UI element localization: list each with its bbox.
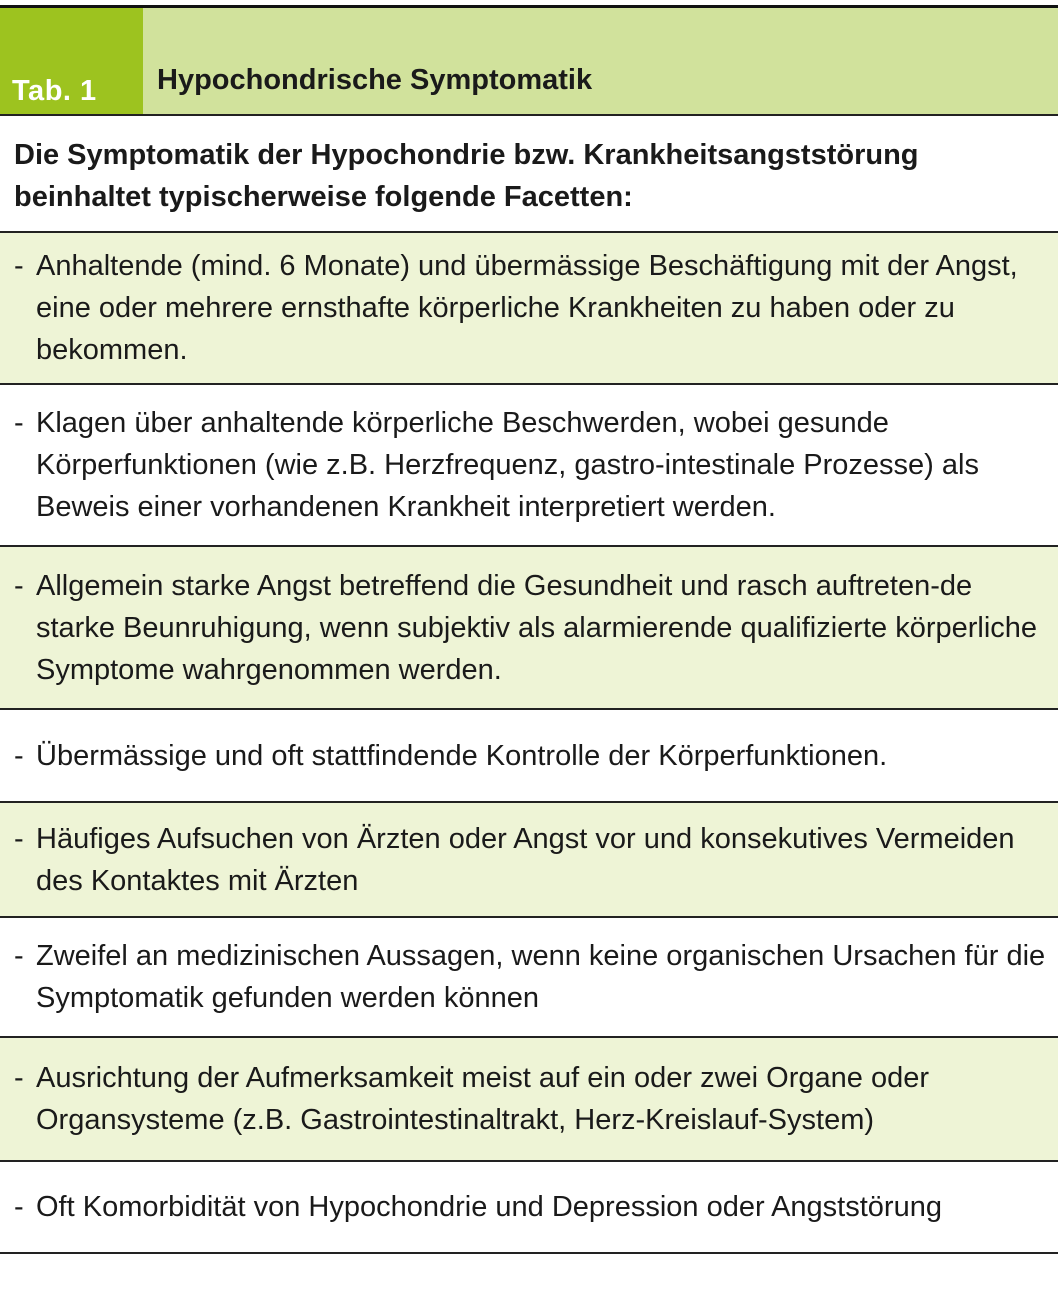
table-intro: Die Symptomatik der Hypochondrie bzw. Krankheitsangststörung beinhaltet typischerweise folgende Facetten: [0, 116, 1058, 233]
table-header [0, 8, 1058, 116]
bullet-dash: - [14, 822, 24, 855]
symptom-table [0, 5, 1058, 1254]
table-title: Hypochondrische Symptomatik [157, 64, 593, 96]
table-row [0, 385, 1058, 547]
tab-number-cell [0, 8, 143, 114]
table-row [0, 803, 1058, 918]
table-title-cell [143, 8, 1058, 114]
row-text: Übermässige und oft stattfindende Kontrolle der Körperfunktionen. [36, 739, 888, 772]
row-text: Ausrichtung der Aufmerksamkeit meist auf ein oder zwei Organe oder Organsysteme (z.B. Gastrointestinaltrakt, Herz-Kreislauf-System) [36, 1062, 929, 1136]
table-row [0, 1162, 1058, 1252]
table-row [0, 1038, 1058, 1162]
bullet-dash: - [14, 250, 24, 282]
bullet-dash: - [14, 940, 24, 972]
table-row [0, 918, 1058, 1038]
bullet-dash: - [14, 739, 24, 772]
tab-number-label: Tab. 1 [12, 75, 97, 107]
bullet-dash: - [14, 407, 24, 439]
bullet-dash: - [14, 1062, 24, 1094]
bullet-dash: - [14, 1191, 24, 1223]
row-text: Oft Komorbidität von Hypochondrie und Depression oder Angststörung [36, 1191, 942, 1223]
row-text: Allgemein starke Angst betreffend die Gesundheit und rasch auftreten-de starke Beunruhigung, wenn subjektiv als alarmierende qualifizierte körperliche Symptome wahrgenommen werden. [36, 569, 1038, 686]
table-row [0, 233, 1058, 385]
row-text: Zweifel an medizinischen Aussagen, wenn keine organischen Ursachen für die Symptomatik gefunden werden können [36, 940, 1046, 1014]
row-text: Klagen über anhaltende körperliche Beschwerden, wobei gesunde Körperfunktionen (wie z.B. Herzfrequenz, gastro-intestinale Prozesse) als Beweis einer vorhandenen Krankheit interpretiert werden. [36, 407, 979, 523]
bullet-dash: - [14, 569, 24, 602]
row-text: Häufiges Aufsuchen von Ärzten oder Angst vor und konsekutives Vermeiden des Kontaktes mit Ärzten [36, 822, 1015, 897]
table-row [0, 547, 1058, 710]
row-text: Anhaltende (mind. 6 Monate) und übermässige Beschäftigung mit der Angst, eine oder mehrere ernsthafte körperliche Krankheiten zu haben oder zu bekommen. [36, 250, 1018, 366]
table-row [0, 710, 1058, 803]
